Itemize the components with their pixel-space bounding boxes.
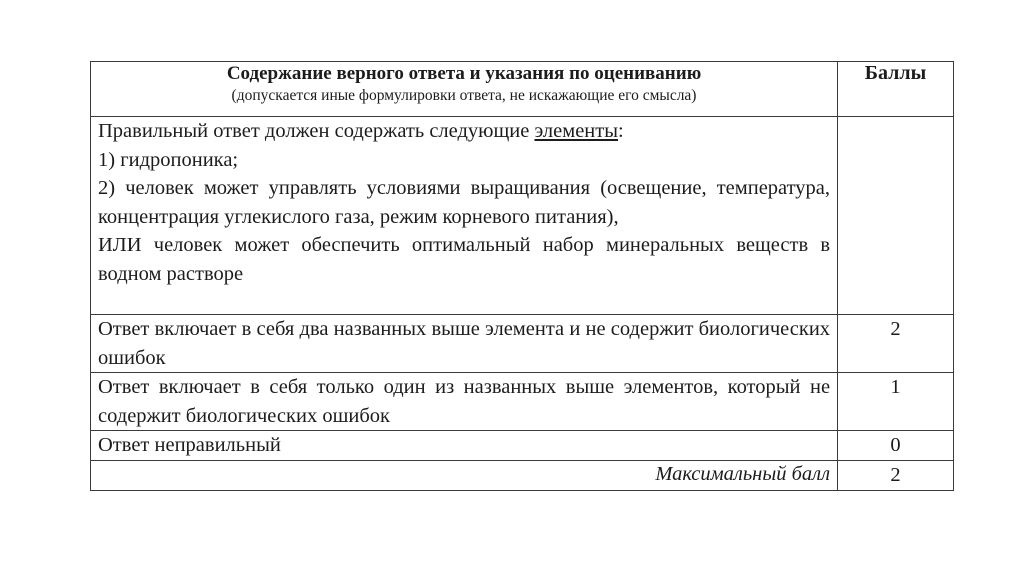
- table-header-row: [91, 62, 954, 117]
- elements-intro-suffix: :: [618, 120, 624, 142]
- max-score-label: Максимальный балл: [91, 460, 838, 490]
- criterion-score: 2: [838, 315, 954, 373]
- header-score-label: Баллы: [838, 62, 954, 117]
- criterion-score: 1: [838, 373, 954, 431]
- criterion-row: [91, 315, 954, 373]
- criterion-row: [91, 373, 954, 431]
- criterion-text: Ответ включает в себя только один из названных выше элементов, который не содержит биологических ошибок: [91, 373, 838, 431]
- header-note: (допускается иные формулировки ответа, не искажающие его смысла): [231, 87, 697, 104]
- criterion-text: Ответ неправильный: [91, 431, 838, 461]
- criterion-text: Ответ включает в себя два названных выше элемента и не содержит биологических ошибок: [91, 315, 838, 373]
- max-score-value: 2: [838, 460, 954, 490]
- grading-table: [90, 61, 954, 491]
- elements-intro: [98, 117, 830, 146]
- header-title: Содержание верного ответа и указания по оцениванию: [226, 63, 702, 84]
- element-item-1: 1) гидропоника;: [98, 148, 239, 171]
- elements-intro-underlined: элементы: [534, 120, 619, 142]
- header-content-cell: [91, 62, 838, 117]
- element-item-3: ИЛИ человек может обеспечить оптимальный набор минеральных веществ в водном растворе: [98, 234, 831, 285]
- element-item-2: 2) человек может управлять условиями выращивания (освещение, температура, концентрация углекислого газа, режим корневого питания),: [98, 177, 831, 228]
- elements-cell: [91, 117, 838, 315]
- criterion-score: 0: [838, 431, 954, 461]
- elements-intro-prefix: Правильный ответ должен содержать следующие: [98, 120, 535, 142]
- elements-row: [91, 117, 954, 315]
- elements-score-cell: [838, 117, 954, 315]
- max-score-row: [91, 460, 954, 490]
- criterion-row: [91, 431, 954, 461]
